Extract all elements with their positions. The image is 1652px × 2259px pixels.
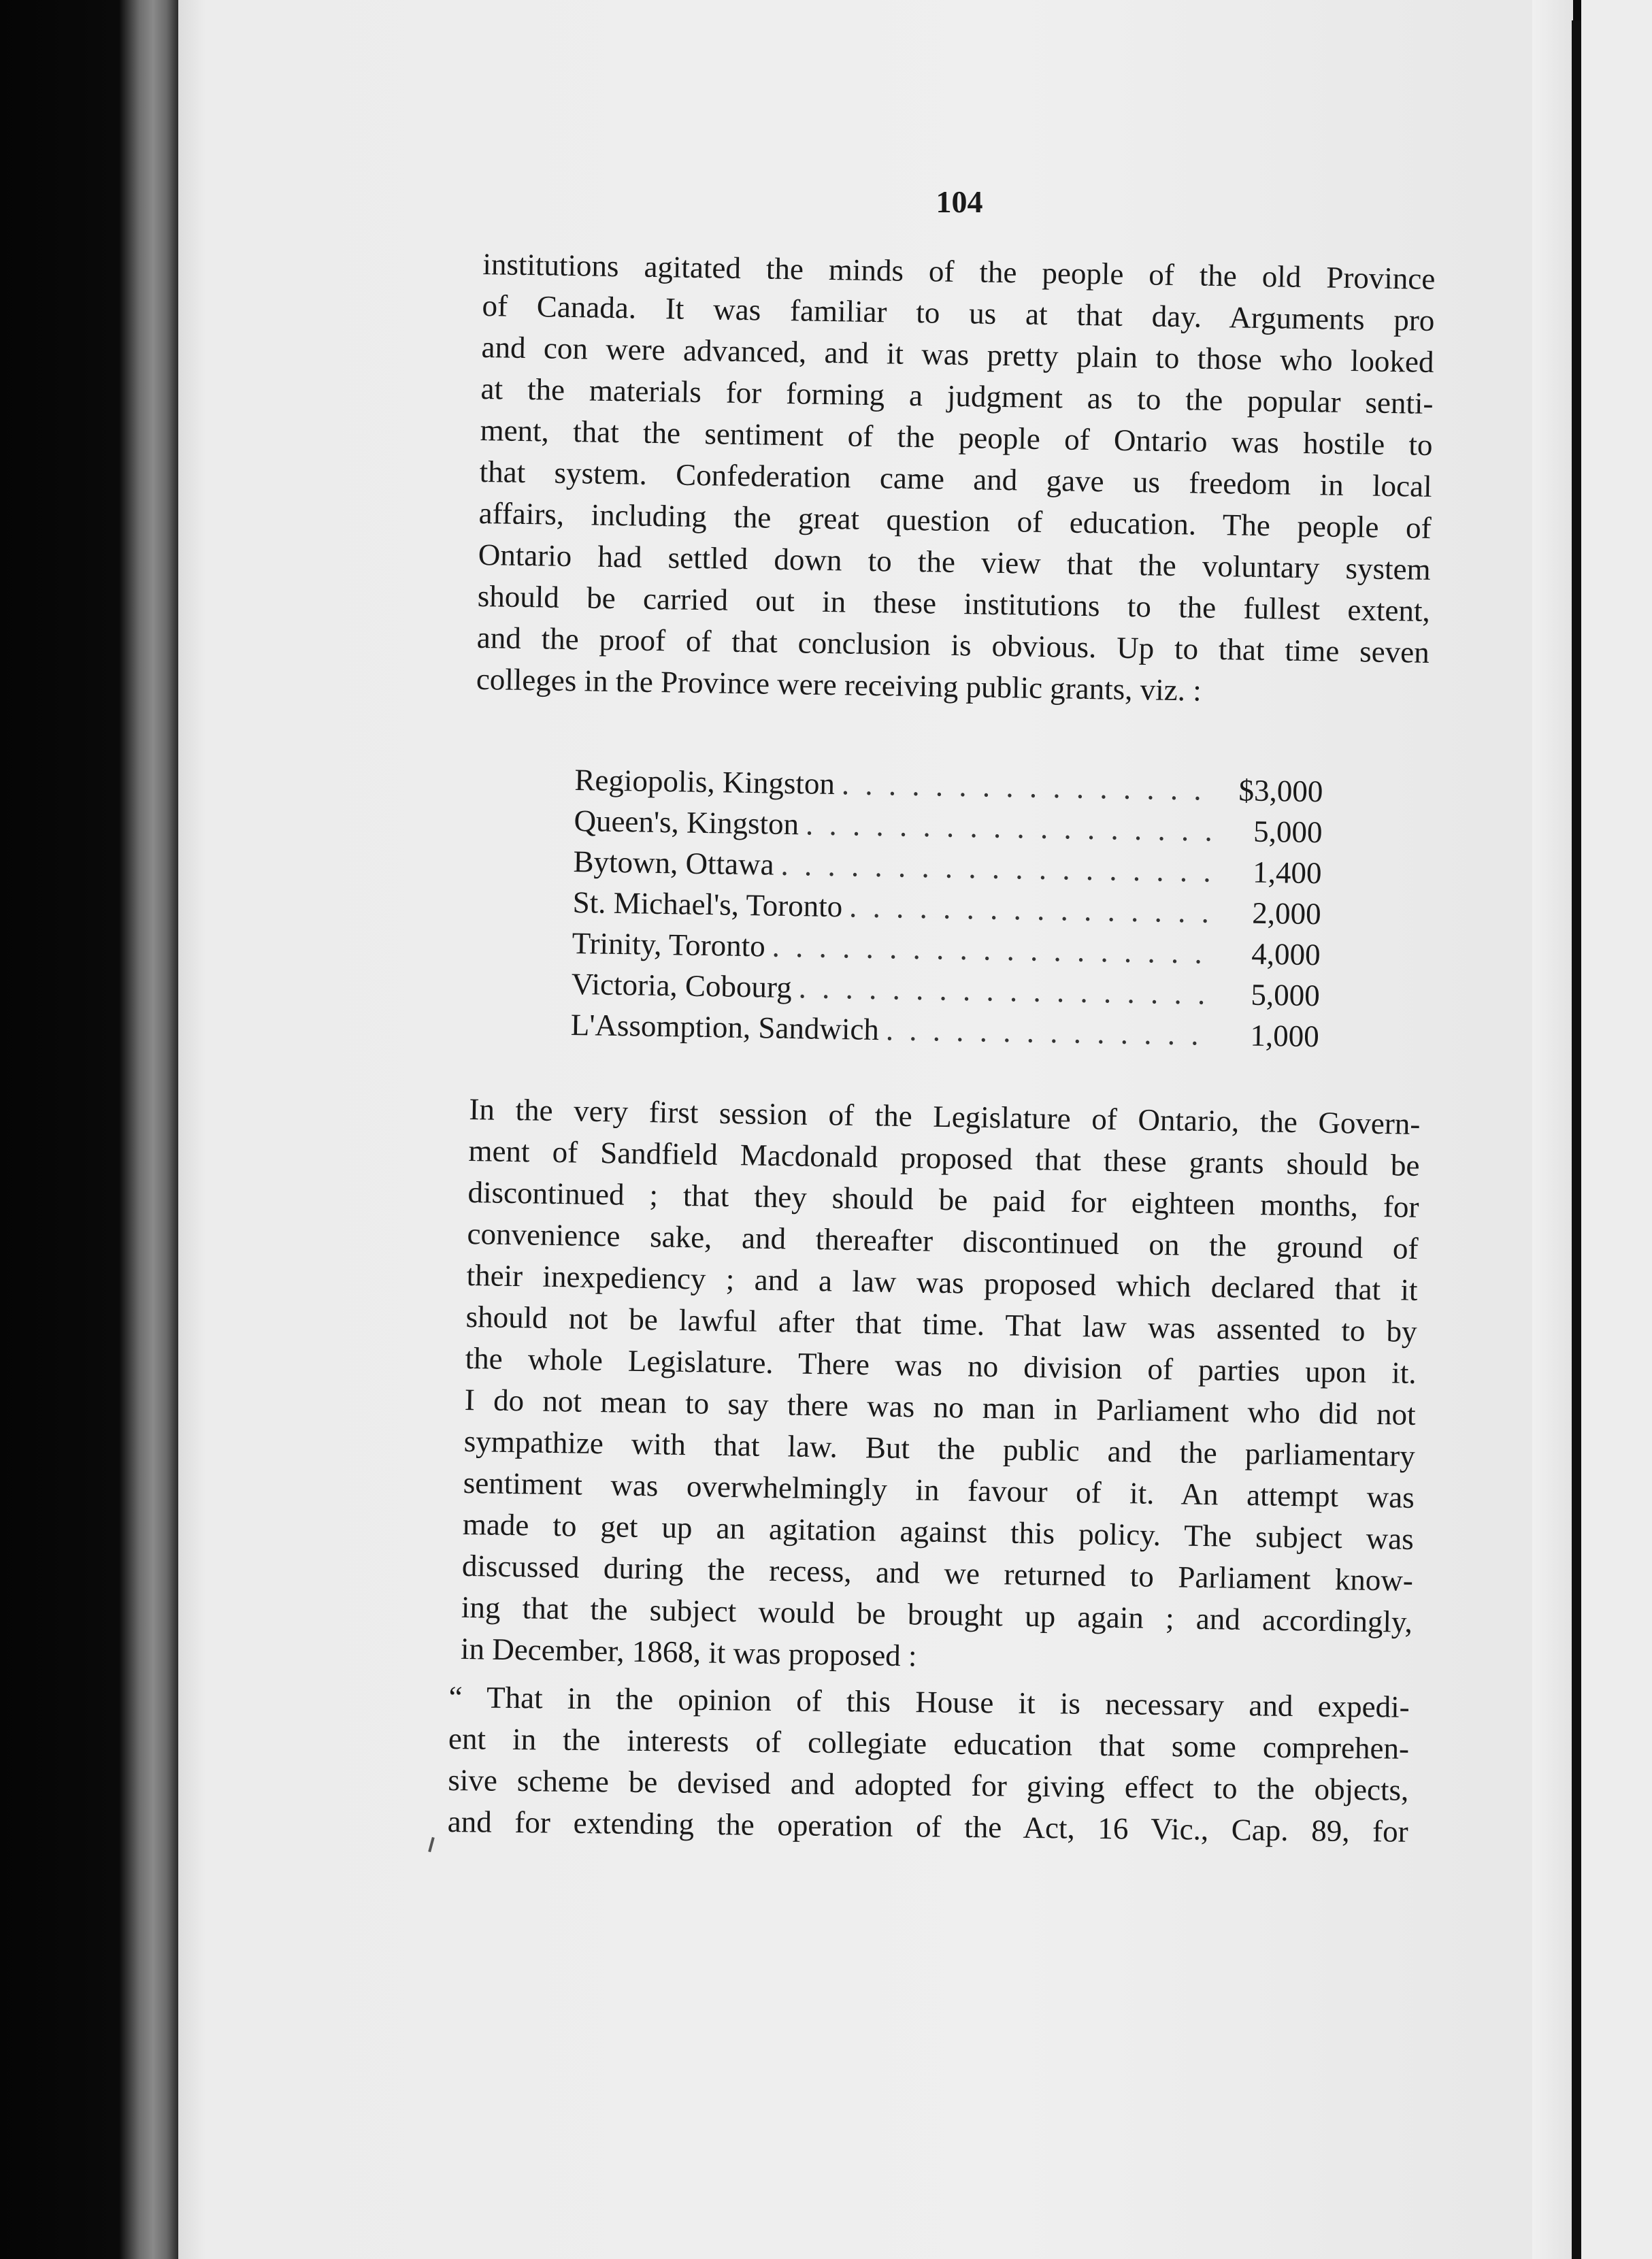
leader-dots [806, 804, 1214, 851]
page-number: 104 [936, 184, 983, 219]
text-line: institutions agitated the minds of the people of the old Province [482, 246, 1436, 296]
grants-list [570, 759, 1323, 1057]
grant-amount: 1,400 [1252, 855, 1322, 891]
text-line: sentiment was overwhelmingly in favour of it. An attempt was [463, 1465, 1415, 1515]
grant-college: Trinity, Toronto [572, 925, 766, 963]
leader-dots [772, 926, 1212, 974]
text-line: the whole Legislature. There was no division of parties upon it. [465, 1340, 1417, 1390]
text-line: sive scheme be devised and adopted for giving effect to the objects, [448, 1762, 1409, 1807]
quoted-motion [447, 1677, 1409, 1853]
leader-dots [842, 763, 1215, 810]
text-line: that system. Confederation came and gave us freedom in local [479, 454, 1432, 504]
text-line: and for extending the operation of the Act, 16 Vic., Cap. 89, for [447, 1804, 1408, 1849]
text-line: sympathize with that law. But the public and the parliamentary [463, 1423, 1416, 1473]
grant-college: Bytown, Ottawa [573, 844, 774, 882]
grant-college: L'Assomption, Sandwich [570, 1007, 880, 1047]
leader-dots [885, 1009, 1210, 1055]
text-line: ment, that the sentiment of the people of Ontario was hostile to [480, 412, 1433, 462]
text-line: at the materials for forming a judgment as to the popular senti- [480, 371, 1434, 421]
text-line: affairs, including the great question of education. The people of [478, 495, 1432, 545]
text-line: made to get up an agitation against this policy. The subject was [462, 1506, 1415, 1556]
grant-amount: $3,000 [1238, 773, 1323, 809]
text-line: convenience sake, and thereafter discontinued on the ground of [467, 1216, 1419, 1266]
grant-amount: 5,000 [1251, 977, 1321, 1013]
text-line: and con were advanced, and it was pretty plain to those who looked [481, 329, 1434, 379]
text-line: In the very first session of the Legislature of Ontario, the Govern- [469, 1091, 1421, 1141]
text-line: should not be lawful after that time. That law was assented to by [465, 1299, 1417, 1349]
grant-college: St. Michael's, Toronto [572, 885, 843, 924]
grant-amount: 1,000 [1250, 1018, 1320, 1054]
grant-amount: 2,000 [1251, 895, 1321, 931]
text-line: of Canada. It was familiar to us at that day. Arguments pro [482, 288, 1435, 337]
text-line: ent in the interests of collegiate education that some comprehen- [448, 1721, 1410, 1766]
text-line: discussed during the recess, and we returned to Parliament know- [461, 1548, 1414, 1598]
text-line: their inexpediency ; and a law was proposed which declared that it [466, 1257, 1418, 1307]
ink-speck [428, 1837, 435, 1852]
paragraph-2 [461, 1089, 1421, 1685]
grant-college: Victoria, Cobourg [571, 966, 793, 1005]
text-line: ment of Sandfield Macdonald proposed that these grants should be [468, 1133, 1420, 1183]
text-line: in December, 1868, it was proposed : [460, 1631, 917, 1673]
text-line: I do not mean to say there was no man in Parliament who did not [464, 1382, 1417, 1432]
text-line: and the proof of that conclusion is obvious. Up to that time seven [476, 620, 1430, 670]
grant-amount: 4,000 [1251, 936, 1321, 972]
leader-dots [849, 886, 1212, 932]
grant-college: Queen's, Kingston [574, 803, 799, 842]
grant-amount: 5,000 [1253, 814, 1323, 850]
leader-dots [780, 844, 1213, 892]
leader-dots [798, 967, 1211, 1015]
text-line: should be carried out in these institutions to the fullest extent, [477, 578, 1431, 628]
text-line: colleges in the Province were receiving public grants, viz. : [476, 661, 1202, 708]
text-line: “ That in the opinion of this House it is necessary and expedi- [448, 1679, 1410, 1724]
paragraph-1 [476, 244, 1435, 715]
text-line: Ontario had settled down to the view that the voluntary system [478, 537, 1432, 587]
text-line: ing that the subject would be brought up again ; and accordingly, [461, 1589, 1413, 1639]
text-line: discontinued ; that they should be paid for eighteen months, for [467, 1174, 1419, 1224]
grant-college: Regiopolis, Kingston [574, 762, 836, 802]
